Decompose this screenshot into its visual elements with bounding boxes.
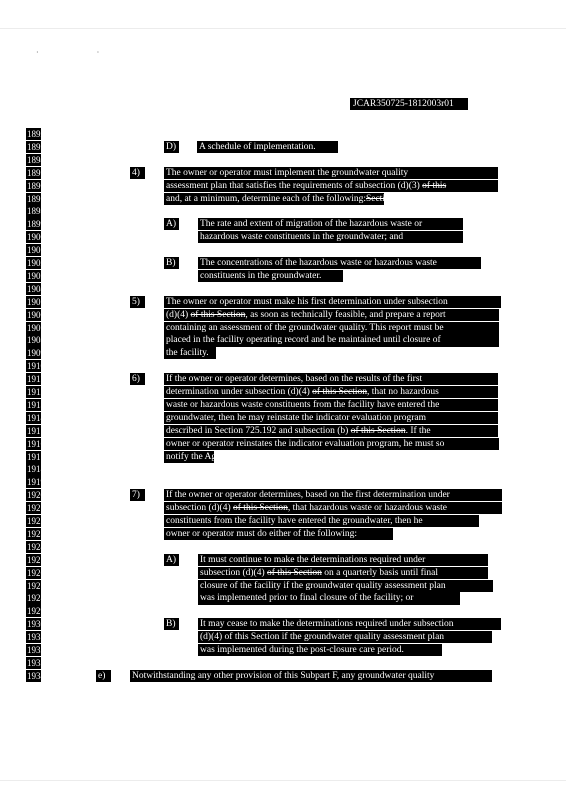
document-line — [0, 463, 566, 476]
line-number: 1934 — [27, 670, 45, 681]
text-run: hazardous waste constituents in the groundwater; and — [200, 232, 404, 243]
document-id-header: JCAR350725-1812003r01 — [350, 98, 468, 110]
text-run: , that hazardous waste or hazardous waste — [287, 503, 447, 514]
line-number: 1897 — [27, 193, 45, 204]
document-line — [0, 644, 566, 657]
document-line — [0, 128, 566, 141]
text-run: on a quarterly basis until final — [321, 567, 438, 578]
document-line — [0, 631, 566, 644]
struck-text: Section — [365, 193, 395, 204]
line-number: 1908 — [27, 335, 45, 346]
text-run: was implemented prior to final closure of the facility; or — [200, 593, 414, 604]
line-number: 1904 — [27, 283, 45, 294]
document-line — [0, 322, 566, 335]
text-run: placed in the facility operating record and be maintained until closure of — [166, 335, 441, 346]
scan-specks: · · — [36, 48, 128, 57]
document-line — [0, 231, 566, 244]
subsection-label: 5) — [130, 296, 145, 308]
line-number: 1923 — [27, 528, 45, 539]
line-number: 1920 — [27, 490, 45, 501]
line-text — [164, 386, 498, 398]
document-line — [0, 657, 566, 670]
line-text — [198, 631, 492, 643]
line-text — [164, 296, 501, 308]
line-number: 1916 — [27, 438, 45, 449]
line-text — [198, 580, 493, 592]
document-line — [0, 270, 566, 283]
line-number: 1917 — [27, 451, 45, 462]
line-text — [164, 373, 498, 385]
line-number: 1914 — [27, 412, 45, 423]
document-line — [0, 425, 566, 438]
line-number: 1929 — [27, 606, 45, 617]
line-text — [164, 502, 502, 514]
bottom-border — [0, 780, 566, 781]
document-line — [0, 502, 566, 515]
line-number: 1928 — [27, 593, 45, 604]
document-line — [0, 515, 566, 528]
line-text — [164, 399, 498, 411]
struck-text: of this — [422, 180, 447, 191]
line-number: 1892 — [27, 129, 45, 139]
text-run: owner or operator reinstates the indicator evaluation program, he must so — [166, 438, 445, 449]
subsection-label: 7) — [130, 489, 145, 501]
document-line — [0, 257, 566, 270]
line-number: 1903 — [27, 270, 45, 281]
document-line — [0, 580, 566, 593]
line-number: 1907 — [27, 322, 45, 333]
document-line — [0, 489, 566, 502]
line-text — [164, 412, 498, 424]
text-run: The owner or operator must make his first determination under subsection — [166, 296, 448, 307]
line-number: 1922 — [27, 516, 45, 526]
line-number: 1911 — [27, 374, 45, 385]
document-line — [0, 386, 566, 399]
text-run: owner or operator must do either of the following: — [166, 528, 358, 539]
line-number: 1910 — [27, 361, 45, 372]
text-run: assessment plan that satisfies the requirements of subsection (d)(3) — [166, 180, 423, 191]
subsection-label: B) — [164, 257, 179, 269]
text-run: The owner or operator must implement the groundwater quality — [166, 167, 409, 178]
text-run: subsection (d)(4) — [166, 503, 234, 514]
line-text — [198, 231, 463, 243]
line-text — [198, 618, 501, 630]
document-line — [0, 554, 566, 567]
line-text — [198, 592, 460, 604]
subsection-label: D) — [164, 141, 179, 153]
line-text — [198, 218, 463, 230]
text-run: (d)(4) — [166, 309, 191, 320]
text-run: containing an assessment of the groundwater quality. This report must be — [166, 322, 444, 333]
line-number: 1931 — [27, 632, 45, 643]
text-run: The rate and extent of migration of the hazardous waste or — [200, 219, 423, 230]
text-run: , as soon as technically feasible, and prepare a report — [245, 309, 446, 320]
document-line — [0, 373, 566, 386]
line-text — [164, 451, 441, 463]
line-number: 1915 — [27, 425, 45, 436]
line-number: 1912 — [27, 387, 45, 397]
line-text — [164, 425, 498, 437]
subsection-label: A) — [164, 218, 179, 230]
text-run: , that no hazardous — [367, 387, 439, 397]
document-line — [0, 334, 566, 347]
text-run: notify the Agency in the report submitted under subsection (d)(5) of this — [166, 451, 441, 462]
struck-text: of this Section — [267, 567, 322, 578]
document-line — [0, 180, 566, 193]
line-number: 1927 — [27, 580, 45, 591]
document-line — [0, 218, 566, 231]
line-text — [198, 567, 488, 579]
line-number: 1902 — [27, 258, 45, 268]
text-run: If the owner or operator determines, based on the first determination under — [166, 490, 450, 501]
line-text — [164, 167, 498, 179]
document-line — [0, 605, 566, 618]
line-text — [198, 644, 442, 656]
document-line — [0, 476, 566, 489]
text-run: described in Section 725.192 and subsection (b) — [166, 425, 351, 436]
line-number: 1933 — [27, 657, 45, 668]
line-number: 1905 — [27, 296, 45, 307]
text-run: The concentrations of the hazardous waste or hazardous waste — [200, 258, 437, 268]
line-number: 1932 — [27, 645, 45, 655]
subsection-label: e) — [96, 670, 111, 682]
text-run: and, at a minimum, determine each of the following: — [166, 193, 366, 204]
document-line — [0, 360, 566, 373]
document-line — [0, 154, 566, 167]
text-run: If the owner or operator determines, based on the results of the first — [166, 374, 423, 385]
document-line — [0, 541, 566, 554]
document-line — [0, 528, 566, 541]
document-line — [0, 347, 566, 360]
line-text — [164, 489, 502, 501]
text-run: waste or hazardous waste constituents from the facility have entered the — [166, 399, 440, 410]
document-line — [0, 451, 566, 464]
line-number: 1899 — [27, 219, 45, 230]
text-run: groundwater, then he may reinstate the indicator evaluation program — [166, 412, 426, 423]
text-run: subsection (d)(4) — [200, 567, 268, 578]
text-run: the facility. — [166, 348, 209, 359]
text-run: constituents in the groundwater. — [200, 270, 322, 281]
text-run: (d)(4) of this Section if the groundwater quality assessment plan — [200, 632, 445, 643]
line-text — [164, 347, 216, 359]
document-line — [0, 244, 566, 257]
line-text — [164, 180, 498, 192]
document-line — [0, 205, 566, 218]
document-line — [0, 670, 566, 683]
line-number: 1921 — [27, 503, 45, 514]
line-number: 1925 — [27, 554, 45, 565]
struck-text: of this Section — [190, 309, 246, 320]
line-text — [164, 438, 499, 450]
struck-text: of this Section — [233, 503, 288, 514]
line-text — [164, 193, 395, 205]
document-line — [0, 193, 566, 206]
document-line — [0, 567, 566, 580]
text-run: determination under subsection (d)(4) — [166, 387, 313, 397]
line-text — [198, 554, 488, 566]
line-text — [164, 515, 479, 527]
line-number: 1924 — [27, 541, 45, 552]
line-text — [164, 528, 393, 540]
subsection-label: B) — [164, 618, 179, 630]
document-line — [0, 438, 566, 451]
line-number: 1926 — [27, 567, 45, 578]
line-text — [164, 309, 499, 321]
text-run: was implemented during the post-closure care period. — [200, 645, 404, 655]
document-line — [0, 592, 566, 605]
document-line — [0, 399, 566, 412]
line-number: 1930 — [27, 619, 45, 630]
line-text — [198, 270, 343, 282]
document-line — [0, 412, 566, 425]
text-run: A schedule of implementation. — [199, 141, 316, 152]
line-number: 1919 — [27, 477, 45, 488]
document-line — [0, 618, 566, 631]
document-line — [0, 283, 566, 296]
line-number: 1893 — [27, 141, 45, 152]
top-border — [0, 28, 566, 29]
line-number: 1896 — [27, 180, 45, 191]
text-run: It must continue to make the determinations required under — [200, 554, 426, 565]
line-text — [198, 257, 481, 269]
line-number: 1894 — [27, 154, 45, 165]
line-number: 1906 — [27, 309, 45, 320]
text-run: Notwithstanding any other provision of this Subpart F, any groundwater quality — [132, 670, 435, 681]
line-text — [164, 322, 499, 334]
line-number: 1918 — [27, 464, 45, 475]
line-number: 1901 — [27, 245, 45, 256]
subsection-label: 4) — [130, 167, 145, 179]
text-run: . If the — [405, 425, 431, 436]
line-number: 1913 — [27, 399, 45, 410]
text-run: constituents from the facility have entered the groundwater, then he — [166, 516, 423, 526]
line-number: 1909 — [27, 348, 45, 359]
line-text — [130, 670, 492, 682]
document-line — [0, 309, 566, 322]
document-line — [0, 141, 566, 154]
line-number: 1895 — [27, 167, 45, 178]
struck-text: of this Section — [350, 425, 406, 436]
line-number: 1900 — [27, 232, 45, 243]
subsection-label: A) — [164, 554, 179, 566]
document-line — [0, 167, 566, 180]
text-run: closure of the facility if the groundwater quality assessment plan — [200, 580, 446, 591]
line-text — [164, 334, 499, 346]
line-number: 1898 — [27, 206, 45, 217]
line-text — [197, 141, 338, 153]
subsection-label: 6) — [130, 373, 145, 385]
struck-text: of this Section — [312, 387, 368, 397]
document-line — [0, 296, 566, 309]
text-run: It may cease to make the determinations required under subsection — [200, 619, 454, 630]
